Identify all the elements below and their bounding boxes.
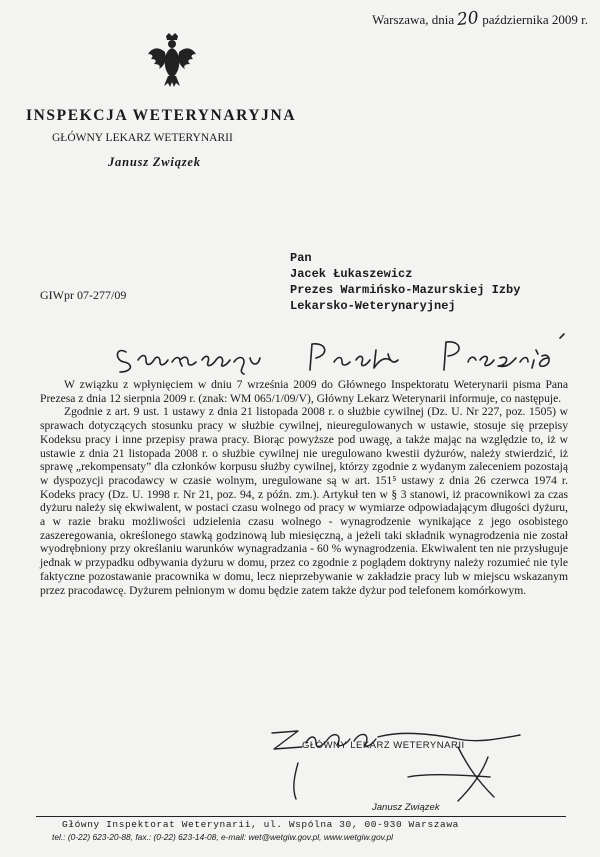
footer-address: Główny Inspektorat Weterynarii, ul. Wspólna 30, 00-930 Warszawa bbox=[62, 819, 459, 830]
polish-eagle-emblem-icon bbox=[146, 32, 198, 88]
signature-name: Janusz Związek bbox=[372, 802, 440, 813]
date-suffix: października 2009 r. bbox=[482, 12, 588, 27]
letter-body bbox=[40, 378, 568, 597]
organization-subtitle: GŁÓWNY LEKARZ WETERYNARII bbox=[52, 132, 233, 144]
date-prefix: Warszawa, dnia bbox=[372, 12, 455, 27]
addressee-line: Lekarsko-Weterynaryjnej bbox=[290, 299, 456, 313]
date-day-handwritten: 20 bbox=[456, 7, 480, 31]
organization-person: Janusz Związek bbox=[108, 155, 201, 169]
footer-contact: tel.: (0-22) 623-20-88, fax.: (0-22) 623-14-08, e-mail: wet@wetgiw.gov.pl, www.wetgiw.gov.pl bbox=[52, 832, 394, 842]
organization-title: INSPEKCJA WETERYNARYJNA bbox=[26, 107, 297, 124]
signature-title: GŁÓWNY LEKARZ WETERYNARII bbox=[302, 740, 465, 751]
body-paragraph-1: W związku z wpłynięciem w dniu 7 września 2009 do Głównego Inspektoratu Weterynarii pisma Pana Prezesa z dnia 12 sierpnia 2009 r. (znak: WM 065/1/09/V), Główny Lekarz Weterynarii informuje, co następuje. bbox=[40, 378, 568, 405]
footer-divider bbox=[36, 816, 566, 817]
addressee-line: Jacek Łukaszewicz bbox=[290, 267, 413, 281]
addressee-line: Prezes Warmińsko-Mazurskiej Izby bbox=[290, 283, 521, 297]
date-line bbox=[372, 9, 588, 29]
addressee-block bbox=[290, 250, 520, 314]
handwritten-salutation bbox=[112, 332, 572, 380]
addressee-line: Pan bbox=[290, 251, 312, 265]
reference-number: GIWpr 07-277/09 bbox=[40, 288, 127, 302]
body-paragraph-2: Zgodnie z art. 9 ust. 1 ustawy z dnia 21 listopada 2008 r. o służbie cywilnej (Dz. U. Nr 227, poz. 1505) w sprawach dotyczących stosunku pracy w służbie cywilnej, nieuregulowanych w ustawie, stosuje się przepisy Kodeksu pracy i inne przepisy prawa pracy. Biorąc powyższe pod uwagę, a także mając na względzie to, iż w ustawie z dnia 21 listopada 2008 r. o służbie cywilnej nie uregulowano kwestii dyżurów, należy stwierdzić, iż sprawę „rekompensaty” dla członków korpusu służby cywilnej, którzy zgodnie z wydanym zaleceniem pozostają w dyspozycji pracodawcy w czasie wolnym, uregulowane są w art. 151⁵ ustawy z dnia 26 czerwca 1974 r. Kodeks pracy (Dz. U. 1998 r. Nr 21, poz. 94, z późn. zm.). Artykuł ten w § 3 stanowi, iż pracownikowi za czas dyżuru należy się ekwiwalent, w postaci czasu wolnego od pracy w wymiarze odpowiadającym długości dyżuru, a w razie braku możliwości udzielenia czasu wolnego - wynagrodzenie wynikające z jego osobistego zaszeregowania, określonego stawką godzinową lub miesięczną, a jeżeli taki składnik wynagrodzenia nie został wyodrębniony przy określaniu warunków wynagradzania - 60 % wynagrodzenia. Ekwiwalent ten nie przysługuje jednak w przypadku odbywania dyżuru w domu, przez co zgodnie z poglądem doktryny należy rozumieć nie tyle faktyczne pozostawanie pracownika w domu, lecz nieprzebywanie w zakładzie pracy lub w miejscu wskazanym przez pracodawcę. Dyżurem pełnionym w domu będzie zatem także dyżur pod telefonem komórkowym. bbox=[40, 405, 568, 597]
handwritten-signature-icon bbox=[258, 717, 538, 807]
